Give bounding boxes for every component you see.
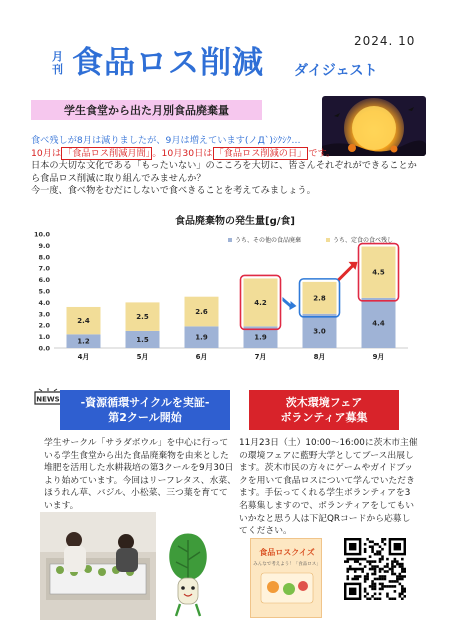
data-label-set-meal-leftover: 4.5	[372, 268, 385, 277]
x-tick-label: 4月	[77, 353, 90, 361]
data-label-other-waste: 1.9	[195, 333, 208, 342]
kicker-label: 月刊	[52, 50, 63, 76]
section-heading-waste: 学生食堂から出た月別食品廃棄量	[31, 100, 262, 120]
x-tick-label: 8月	[313, 353, 326, 361]
chart-title: 食品廃棄物の発生量[g/食]	[175, 216, 295, 227]
intro-text	[31, 135, 421, 198]
news-heading-line-2: 第2クール開始	[108, 411, 182, 424]
highlight-day: 「食品ロス削減の日」	[214, 147, 307, 159]
intro-line-3: 日本の大切な文化である「もったいない」のこころを大切に、皆さんそれぞれができることから食品ロス削減に取り組んでみませんか？	[31, 160, 417, 184]
data-label-other-waste: 1.5	[136, 335, 149, 344]
data-label-set-meal-leftover: 2.8	[313, 294, 326, 303]
qr-code[interactable]	[344, 538, 406, 600]
data-label-set-meal-leftover: 4.2	[254, 298, 267, 307]
y-tick-label: 5.0	[38, 287, 50, 296]
y-tick-label: 9.0	[38, 241, 50, 250]
page-title: 食品ロス削減	[72, 45, 264, 81]
y-tick-label: 1.0	[38, 333, 50, 342]
y-tick-label: 2.0	[38, 321, 50, 330]
data-label-set-meal-leftover: 2.4	[77, 317, 90, 326]
y-tick-label: 8.0	[38, 253, 50, 262]
news-heading-line-1: -資源循環サイクルを実証-	[80, 396, 210, 409]
x-tick-label: 6月	[195, 353, 208, 361]
data-label-other-waste: 1.9	[254, 333, 267, 342]
fair-heading-line-2: ボランティア募集	[280, 411, 368, 424]
intro-line-2: 10月は 「食品ロス削減月間」 。10月30日は 「食品ロス削減の日」 です。	[31, 147, 336, 159]
y-tick-label: 0.0	[38, 344, 50, 353]
news-body: 学生サークル「サラダボウル」を中心に行っている学生食堂から出た食品廃棄物を由来とした堆肥を活用した水耕栽培の第3クールを9月30日より始めています。今回はリーフレタス、水菜、ほうれん草、バジル、小松菜、三つ葉を育てています。	[44, 438, 236, 511]
data-label-other-waste: 1.2	[77, 337, 90, 346]
news-badge-text: NEWS	[36, 395, 60, 404]
intro-line-4: 今一度、食べ物をむだにしないで食べきることを考えてみましょう。	[31, 185, 316, 196]
news-heading	[60, 390, 230, 430]
legend-label: うち、その他の食品廃棄	[235, 237, 302, 244]
y-tick-label: 4.0	[38, 298, 50, 307]
stacked-bar-chart	[28, 226, 418, 366]
y-tick-label: 3.0	[38, 310, 50, 319]
arrow-decrease	[283, 297, 297, 310]
intro-line-1: 食べ残しが8月は減りましたが、9月は増えています(ノД`)ｼｸｼｸ…	[31, 135, 301, 146]
page-subtitle: ダイジェスト	[294, 63, 378, 79]
vegetable-mascot-illustration	[160, 530, 216, 620]
data-label-other-waste: 4.4	[372, 319, 385, 328]
hydroponics-photo	[40, 512, 156, 620]
issue-date: 2024. 10	[354, 34, 416, 48]
legend-swatch	[326, 238, 330, 242]
x-tick-label: 7月	[254, 353, 267, 361]
news-icon	[33, 388, 63, 414]
y-tick-label: 10.0	[33, 230, 50, 239]
legend-label: うち、定食の食べ残し	[333, 237, 394, 244]
x-tick-label: 5月	[136, 353, 149, 361]
fair-heading	[249, 390, 399, 430]
data-label-other-waste: 3.0	[313, 327, 326, 336]
highlight-month: 「食品ロス削減月間」	[63, 147, 151, 159]
legend-swatch	[228, 238, 232, 242]
x-tick-label: 9月	[372, 353, 385, 361]
data-label-set-meal-leftover: 2.5	[136, 313, 149, 322]
quiz-booklet-image	[250, 538, 322, 618]
y-tick-label: 6.0	[38, 276, 50, 285]
quiz-title: 食品ロスクイズ	[259, 548, 315, 557]
arrow-increase-line	[339, 265, 354, 280]
fair-heading-line-1: 茨木環境フェア	[285, 396, 363, 409]
y-tick-label: 7.0	[38, 264, 50, 273]
quiz-subtitle: みんなで考えよう！「食品ロス」	[253, 562, 321, 567]
fair-body: 11月23日（土）10:00～16:00に茨木市主催の環境フェアに藍野大学としてブース出展します。茨木市民の方々にゲームやガイドブックを用いて食品ロスについて学んでいただきます。手伝ってくれる学生ボランティアを3名募集しますので、ボランティアをしてもいいかなと思う人は下記QRコードから応募してください。	[239, 438, 418, 537]
data-label-set-meal-leftover: 2.6	[195, 308, 208, 317]
